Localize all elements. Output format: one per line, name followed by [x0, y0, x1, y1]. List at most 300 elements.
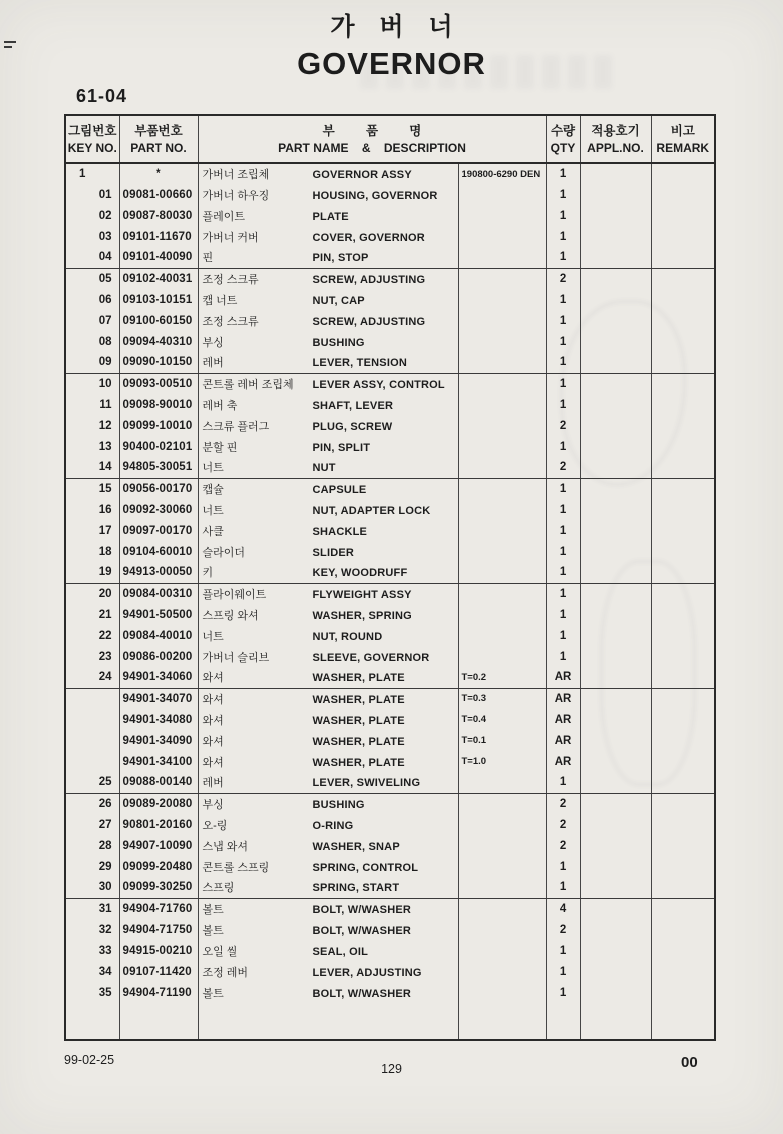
- cell-part-no: 90801-20160: [119, 814, 198, 835]
- parts-table-body: [65, 163, 715, 1040]
- cell-part-no: 09086-00200: [119, 646, 198, 667]
- cell-remark: [651, 541, 715, 562]
- section-code: 61-04: [76, 86, 128, 106]
- cell-key-no: 20: [98, 587, 112, 600]
- cell-spec: [458, 541, 546, 562]
- column-header-qty: [546, 115, 580, 163]
- cell-part-name: [198, 226, 458, 247]
- cell-appl-no: [580, 835, 651, 856]
- cell-spec: [458, 373, 546, 394]
- cell-part-no: 09097-00170: [119, 520, 198, 541]
- cell-remark: [651, 562, 715, 583]
- table-row: [65, 898, 715, 919]
- cell-part-name: [198, 247, 458, 268]
- part-description-english: WASHER, PLATE: [312, 672, 405, 685]
- part-name-korean: 조정 레버: [202, 966, 249, 979]
- cell-part-no: 09102-40031: [119, 268, 198, 289]
- cell-spec: [458, 604, 546, 625]
- cell-appl-no: [580, 709, 651, 730]
- cell-part-no: 09104-60010: [119, 541, 198, 562]
- cell-qty: 1: [546, 877, 580, 898]
- cell-part-name: [198, 961, 458, 982]
- cell-key-no: 31: [98, 902, 112, 915]
- cell-spec: [458, 856, 546, 877]
- table-row: [65, 163, 715, 184]
- cell-remark: [651, 520, 715, 541]
- part-name-korean: 스프링: [202, 882, 235, 895]
- part-name-korean: 와셔: [202, 735, 224, 748]
- part-description-english: WASHER, PLATE: [312, 693, 405, 706]
- cell-appl-no: [580, 604, 651, 625]
- cell-part-name: [198, 730, 458, 751]
- part-name-korean: 볼트: [202, 924, 224, 937]
- cell-part-no: 09101-40090: [119, 247, 198, 268]
- cell-key-no: 05: [98, 272, 112, 285]
- cell-part-name: [198, 877, 458, 898]
- part-name-korean: 레버: [202, 777, 224, 790]
- cell-part-name: [198, 163, 458, 184]
- cell-remark: [651, 226, 715, 247]
- cell-spec: [458, 919, 546, 940]
- cell-appl-no: [580, 184, 651, 205]
- cell-remark: [651, 961, 715, 982]
- cell-qty: 1: [546, 604, 580, 625]
- table-row: [65, 583, 715, 604]
- part-name-korean: 오-링: [202, 819, 228, 832]
- cell-spec: [458, 835, 546, 856]
- part-name-korean: 볼트: [202, 987, 224, 1000]
- part-name-korean: 캡 너트: [202, 294, 238, 307]
- cell-qty: 1: [546, 247, 580, 268]
- cell-part-no: 94913-00050: [119, 562, 198, 583]
- cell-qty: 1: [546, 205, 580, 226]
- part-description-english: BOLT, W/WASHER: [312, 903, 412, 916]
- cell-appl-no: [580, 919, 651, 940]
- cell-appl-no: [580, 940, 651, 961]
- cell-key-no: [65, 709, 119, 730]
- cell-qty: 1: [546, 583, 580, 604]
- column-header-key-no: [65, 115, 119, 163]
- table-row: [65, 856, 715, 877]
- footer-revision: 00: [681, 1054, 698, 1071]
- part-description-english: NUT, ROUND: [312, 630, 383, 643]
- cell-remark: [651, 940, 715, 961]
- part-name-korean: 키: [202, 567, 214, 580]
- cell-qty: 1: [546, 625, 580, 646]
- part-name-korean: 가버너 커버: [202, 231, 259, 244]
- cell-qty: 1: [546, 394, 580, 415]
- column-header-remark-korean: 비고: [670, 123, 695, 138]
- part-name-korean: 가버너 하우징: [202, 189, 270, 202]
- cell-part-name: [198, 184, 458, 205]
- part-description-english: KEY, WOODRUFF: [312, 567, 408, 580]
- cell-spec: [458, 961, 546, 982]
- cell-remark: [651, 436, 715, 457]
- table-row: [65, 667, 715, 688]
- cell-appl-no: [580, 814, 651, 835]
- part-name-korean: 슬라이더: [202, 546, 246, 559]
- table-row: [65, 331, 715, 352]
- table-row: [65, 961, 715, 982]
- column-header-part-no-english: PART NO.: [130, 140, 187, 155]
- cell-appl-no: [580, 667, 651, 688]
- column-header-part-name-korean: 부 품 명: [322, 123, 422, 138]
- cell-remark: [651, 604, 715, 625]
- cell-remark: [651, 751, 715, 772]
- cell-part-no: 09087-80030: [119, 205, 198, 226]
- cell-part-no: 09092-30060: [119, 499, 198, 520]
- cell-appl-no: [580, 310, 651, 331]
- cell-part-no: 09099-20480: [119, 856, 198, 877]
- cell-part-no: 09089-20080: [119, 793, 198, 814]
- cell-key-no: 07: [98, 314, 112, 327]
- cell-spec: [458, 814, 546, 835]
- part-description-english: HOUSING, GOVERNOR: [312, 189, 438, 202]
- table-row: [65, 226, 715, 247]
- cell-qty: 2: [546, 415, 580, 436]
- table-row: [65, 625, 715, 646]
- cell-qty: 1: [546, 436, 580, 457]
- table-row: [65, 268, 715, 289]
- part-name-korean: 가버너 조립체: [202, 169, 270, 181]
- table-row: [65, 919, 715, 940]
- cell-spec: [458, 184, 546, 205]
- cell-remark: [651, 352, 715, 373]
- cell-part-no: 94901-34090: [119, 730, 198, 751]
- cell-remark: [651, 163, 715, 184]
- cell-spec: [458, 772, 546, 793]
- cell-spec: [458, 352, 546, 373]
- table-row: [65, 709, 715, 730]
- cell-spec: 190800-6290 DEN: [458, 163, 546, 184]
- cell-empty: [458, 1003, 546, 1040]
- cell-appl-no: [580, 394, 651, 415]
- table-row: [65, 730, 715, 751]
- cell-part-name: [198, 793, 458, 814]
- part-description-english: SLEEVE, GOVERNOR: [312, 651, 430, 664]
- cell-spec: [458, 940, 546, 961]
- cell-spec: [458, 562, 546, 583]
- part-name-korean: 레버 축: [202, 399, 238, 412]
- cell-remark: [651, 856, 715, 877]
- cell-qty: AR: [546, 709, 580, 730]
- cell-part-name: [198, 289, 458, 310]
- cell-part-name: [198, 310, 458, 331]
- part-description-english: PIN, STOP: [312, 252, 369, 265]
- cell-spec: [458, 289, 546, 310]
- cell-part-name: [198, 898, 458, 919]
- cell-key-no: 35: [98, 986, 112, 999]
- cell-appl-no: [580, 562, 651, 583]
- column-header-qty-korean: 수량: [550, 123, 576, 138]
- part-description-english: WASHER, PLATE: [312, 756, 405, 769]
- cell-part-no: 94901-34080: [119, 709, 198, 730]
- cell-part-name: [198, 352, 458, 373]
- cell-remark: [651, 499, 715, 520]
- cell-qty: 1: [546, 331, 580, 352]
- cell-part-name: [198, 205, 458, 226]
- part-description-english: PLATE: [312, 210, 349, 223]
- cell-part-name: [198, 625, 458, 646]
- part-name-korean: 너트: [202, 630, 224, 643]
- cell-part-no: 94901-50500: [119, 604, 198, 625]
- cell-appl-no: [580, 877, 651, 898]
- cell-key-no: 09: [65, 352, 119, 373]
- cell-key-no: [65, 751, 119, 772]
- part-name-korean: 볼트: [202, 903, 224, 916]
- cell-key-no: 33: [98, 944, 112, 957]
- cell-part-no: 94901-34070: [119, 688, 198, 709]
- cell-qty: 1: [546, 856, 580, 877]
- cell-part-no: 94901-34100: [119, 751, 198, 772]
- cell-part-no: *: [119, 163, 198, 184]
- part-name-korean: 사클: [202, 525, 224, 538]
- cell-part-name: [198, 478, 458, 499]
- cell-part-name: [198, 646, 458, 667]
- cell-part-no: 09088-00140: [119, 772, 198, 793]
- cell-qty: 1: [546, 289, 580, 310]
- cell-key-no: [65, 688, 119, 709]
- cell-key-no: 02: [98, 209, 112, 222]
- cell-remark: [651, 268, 715, 289]
- cell-remark: [651, 184, 715, 205]
- cell-key-no: 27: [98, 818, 112, 831]
- cell-part-name: [198, 415, 458, 436]
- cell-part-name: [198, 667, 458, 688]
- cell-appl-no: [580, 226, 651, 247]
- table-row: [65, 982, 715, 1003]
- cell-appl-no: [580, 793, 651, 814]
- cell-qty: 1: [546, 646, 580, 667]
- cell-remark: [651, 646, 715, 667]
- table-row: [65, 646, 715, 667]
- part-description-english: BOLT, W/WASHER: [312, 987, 412, 1000]
- cell-part-no: 94904-71190: [119, 982, 198, 1003]
- cell-empty: [546, 1003, 580, 1040]
- table-row: [65, 205, 715, 226]
- cell-part-name: [198, 583, 458, 604]
- cell-part-no: 90400-02101: [119, 436, 198, 457]
- cell-remark: [651, 919, 715, 940]
- cell-appl-no: [580, 898, 651, 919]
- cell-remark: [651, 478, 715, 499]
- cell-key-no: 01: [98, 188, 112, 201]
- part-description-english: GOVERNOR ASSY: [312, 169, 412, 181]
- cell-remark: [651, 730, 715, 751]
- cell-key-no: 12: [98, 419, 112, 432]
- cell-key-no: 04: [65, 247, 119, 268]
- cell-qty: 1: [546, 541, 580, 562]
- table-row: [65, 436, 715, 457]
- part-name-korean: 가버너 슬리브: [202, 651, 270, 664]
- cell-appl-no: [580, 520, 651, 541]
- column-header-part-no: [119, 115, 198, 163]
- cell-qty: AR: [546, 730, 580, 751]
- parts-table-header: [65, 115, 715, 163]
- part-description-english: SEAL, OIL: [312, 945, 369, 958]
- part-name-korean: 너트: [202, 462, 224, 475]
- table-row: [65, 814, 715, 835]
- cell-remark: [651, 688, 715, 709]
- part-name-korean: 콘트롤 스프링: [202, 861, 270, 874]
- cell-key-no: 11: [99, 398, 112, 411]
- cell-key-no: 29: [98, 860, 112, 873]
- cell-remark: [651, 247, 715, 268]
- column-header-qty-english: QTY: [550, 140, 576, 155]
- part-description-english: WASHER, SPRING: [312, 609, 412, 622]
- part-name-korean: 너트: [202, 504, 224, 517]
- part-description-english: LEVER, SWIVELING: [312, 777, 421, 790]
- cell-key-no: 34: [98, 965, 112, 978]
- column-header-appl-no: [580, 115, 651, 163]
- cell-qty: 1: [546, 562, 580, 583]
- table-row: [65, 877, 715, 898]
- cell-spec: T=0.4: [458, 709, 546, 730]
- cell-part-no: 09107-11420: [119, 961, 198, 982]
- cell-part-no: 09093-00510: [119, 373, 198, 394]
- cell-remark: [651, 814, 715, 835]
- cell-part-name: [198, 562, 458, 583]
- cell-spec: [458, 625, 546, 646]
- part-name-korean: 스냅 와셔: [202, 840, 249, 853]
- column-header-part-name: [198, 115, 546, 163]
- part-name-korean: 핀: [202, 252, 214, 265]
- cell-remark: [651, 205, 715, 226]
- part-description-english: LEVER, TENSION: [312, 357, 407, 370]
- cell-qty: 1: [546, 373, 580, 394]
- cell-appl-no: [580, 268, 651, 289]
- cell-qty: 2: [546, 835, 580, 856]
- cell-remark: [651, 373, 715, 394]
- cell-appl-no: [580, 247, 651, 268]
- cell-key-no: 22: [98, 629, 112, 642]
- cell-qty: 1: [546, 772, 580, 793]
- column-header-part-no-korean: 부품번호: [134, 123, 183, 138]
- cell-part-name: [198, 520, 458, 541]
- cell-part-no: 09099-30250: [119, 877, 198, 898]
- part-name-korean: 콘트롤 레버 조립체: [202, 378, 294, 391]
- part-name-korean: 조정 스크류: [202, 315, 259, 328]
- table-row: [65, 541, 715, 562]
- cell-key-no: 18: [98, 545, 112, 558]
- cell-remark: [651, 982, 715, 1003]
- cell-qty: AR: [546, 688, 580, 709]
- cell-key-no: 28: [98, 839, 112, 852]
- part-description-english: PIN, SPLIT: [312, 441, 371, 454]
- column-header-key-no-korean: 그림번호: [68, 123, 117, 138]
- cell-remark: [651, 877, 715, 898]
- table-row: [65, 520, 715, 541]
- cell-qty: 1: [546, 982, 580, 1003]
- cell-key-no: 1: [79, 168, 86, 180]
- column-header-appl-no-english: APPL.NO.: [587, 140, 644, 155]
- cell-appl-no: [580, 751, 651, 772]
- cell-appl-no: [580, 982, 651, 1003]
- cell-remark: [651, 835, 715, 856]
- cell-spec: [458, 478, 546, 499]
- part-description-english: WASHER, PLATE: [312, 735, 405, 748]
- cell-part-no: 94915-00210: [119, 940, 198, 961]
- cell-remark: [651, 898, 715, 919]
- cell-empty: [651, 1003, 715, 1040]
- cell-appl-no: [580, 688, 651, 709]
- part-name-korean: 오일 씰: [202, 945, 238, 958]
- page-title-english: GOVERNOR: [297, 46, 486, 81]
- cell-part-name: [198, 709, 458, 730]
- cell-spec: [458, 331, 546, 352]
- cell-spec: T=0.2: [458, 667, 546, 688]
- cell-remark: [651, 793, 715, 814]
- cell-part-no: 09101-11670: [119, 226, 198, 247]
- cell-key-no: 08: [98, 335, 112, 348]
- cell-qty: 1: [546, 352, 580, 373]
- cell-part-no: 09084-00310: [119, 583, 198, 604]
- cell-appl-no: [580, 436, 651, 457]
- table-row: [65, 289, 715, 310]
- cell-part-no: 94805-30051: [119, 457, 198, 478]
- page-title-korean: 가 버 너: [330, 13, 462, 41]
- table-row: [65, 793, 715, 814]
- cell-key-no: 32: [98, 923, 112, 936]
- part-description-english: BUSHING: [312, 336, 365, 349]
- cell-part-name: [198, 268, 458, 289]
- cell-appl-no: [580, 625, 651, 646]
- table-row: [65, 604, 715, 625]
- cell-spec: [458, 436, 546, 457]
- cell-part-name: [198, 772, 458, 793]
- cell-part-name: [198, 457, 458, 478]
- part-description-english: SPRING, START: [312, 882, 400, 895]
- cell-remark: [651, 772, 715, 793]
- cell-key-no: 15: [98, 482, 112, 495]
- part-description-english: O-RING: [312, 819, 354, 832]
- cell-part-name: [198, 835, 458, 856]
- column-header-key-no-english: KEY NO.: [67, 140, 117, 155]
- part-description-english: NUT, ADAPTER LOCK: [312, 504, 431, 517]
- cell-part-no: 94904-71750: [119, 919, 198, 940]
- table-row: [65, 940, 715, 961]
- part-name-korean: 스크류 플러그: [202, 420, 270, 433]
- cell-appl-no: [580, 772, 651, 793]
- cell-part-name: [198, 436, 458, 457]
- cell-key-no: 30: [65, 877, 119, 898]
- cell-part-no: 94907-10090: [119, 835, 198, 856]
- cell-qty: 2: [546, 814, 580, 835]
- cell-part-no: 09098-90010: [119, 394, 198, 415]
- cell-empty: [198, 1003, 458, 1040]
- cell-qty: 1: [546, 184, 580, 205]
- part-description-english: SHAFT, LEVER: [312, 399, 394, 412]
- cell-key-no: 19: [65, 562, 119, 583]
- table-row: [65, 247, 715, 268]
- cell-spec: T=0.1: [458, 730, 546, 751]
- part-description-english: SHACKLE: [312, 525, 368, 538]
- cell-appl-no: [580, 457, 651, 478]
- cell-qty: 1: [546, 961, 580, 982]
- part-description-english: SLIDER: [312, 546, 355, 559]
- table-row: [65, 562, 715, 583]
- cell-qty: 2: [546, 919, 580, 940]
- cell-key-no: 06: [98, 293, 112, 306]
- cell-spec: [458, 457, 546, 478]
- cell-qty: 1: [546, 163, 580, 184]
- cell-key-no: 10: [98, 377, 112, 390]
- cell-key-no: 24: [65, 667, 119, 688]
- cell-part-name: [198, 541, 458, 562]
- cell-part-name: [198, 814, 458, 835]
- cell-part-no: 94904-71760: [119, 898, 198, 919]
- cell-key-no: 21: [98, 608, 112, 621]
